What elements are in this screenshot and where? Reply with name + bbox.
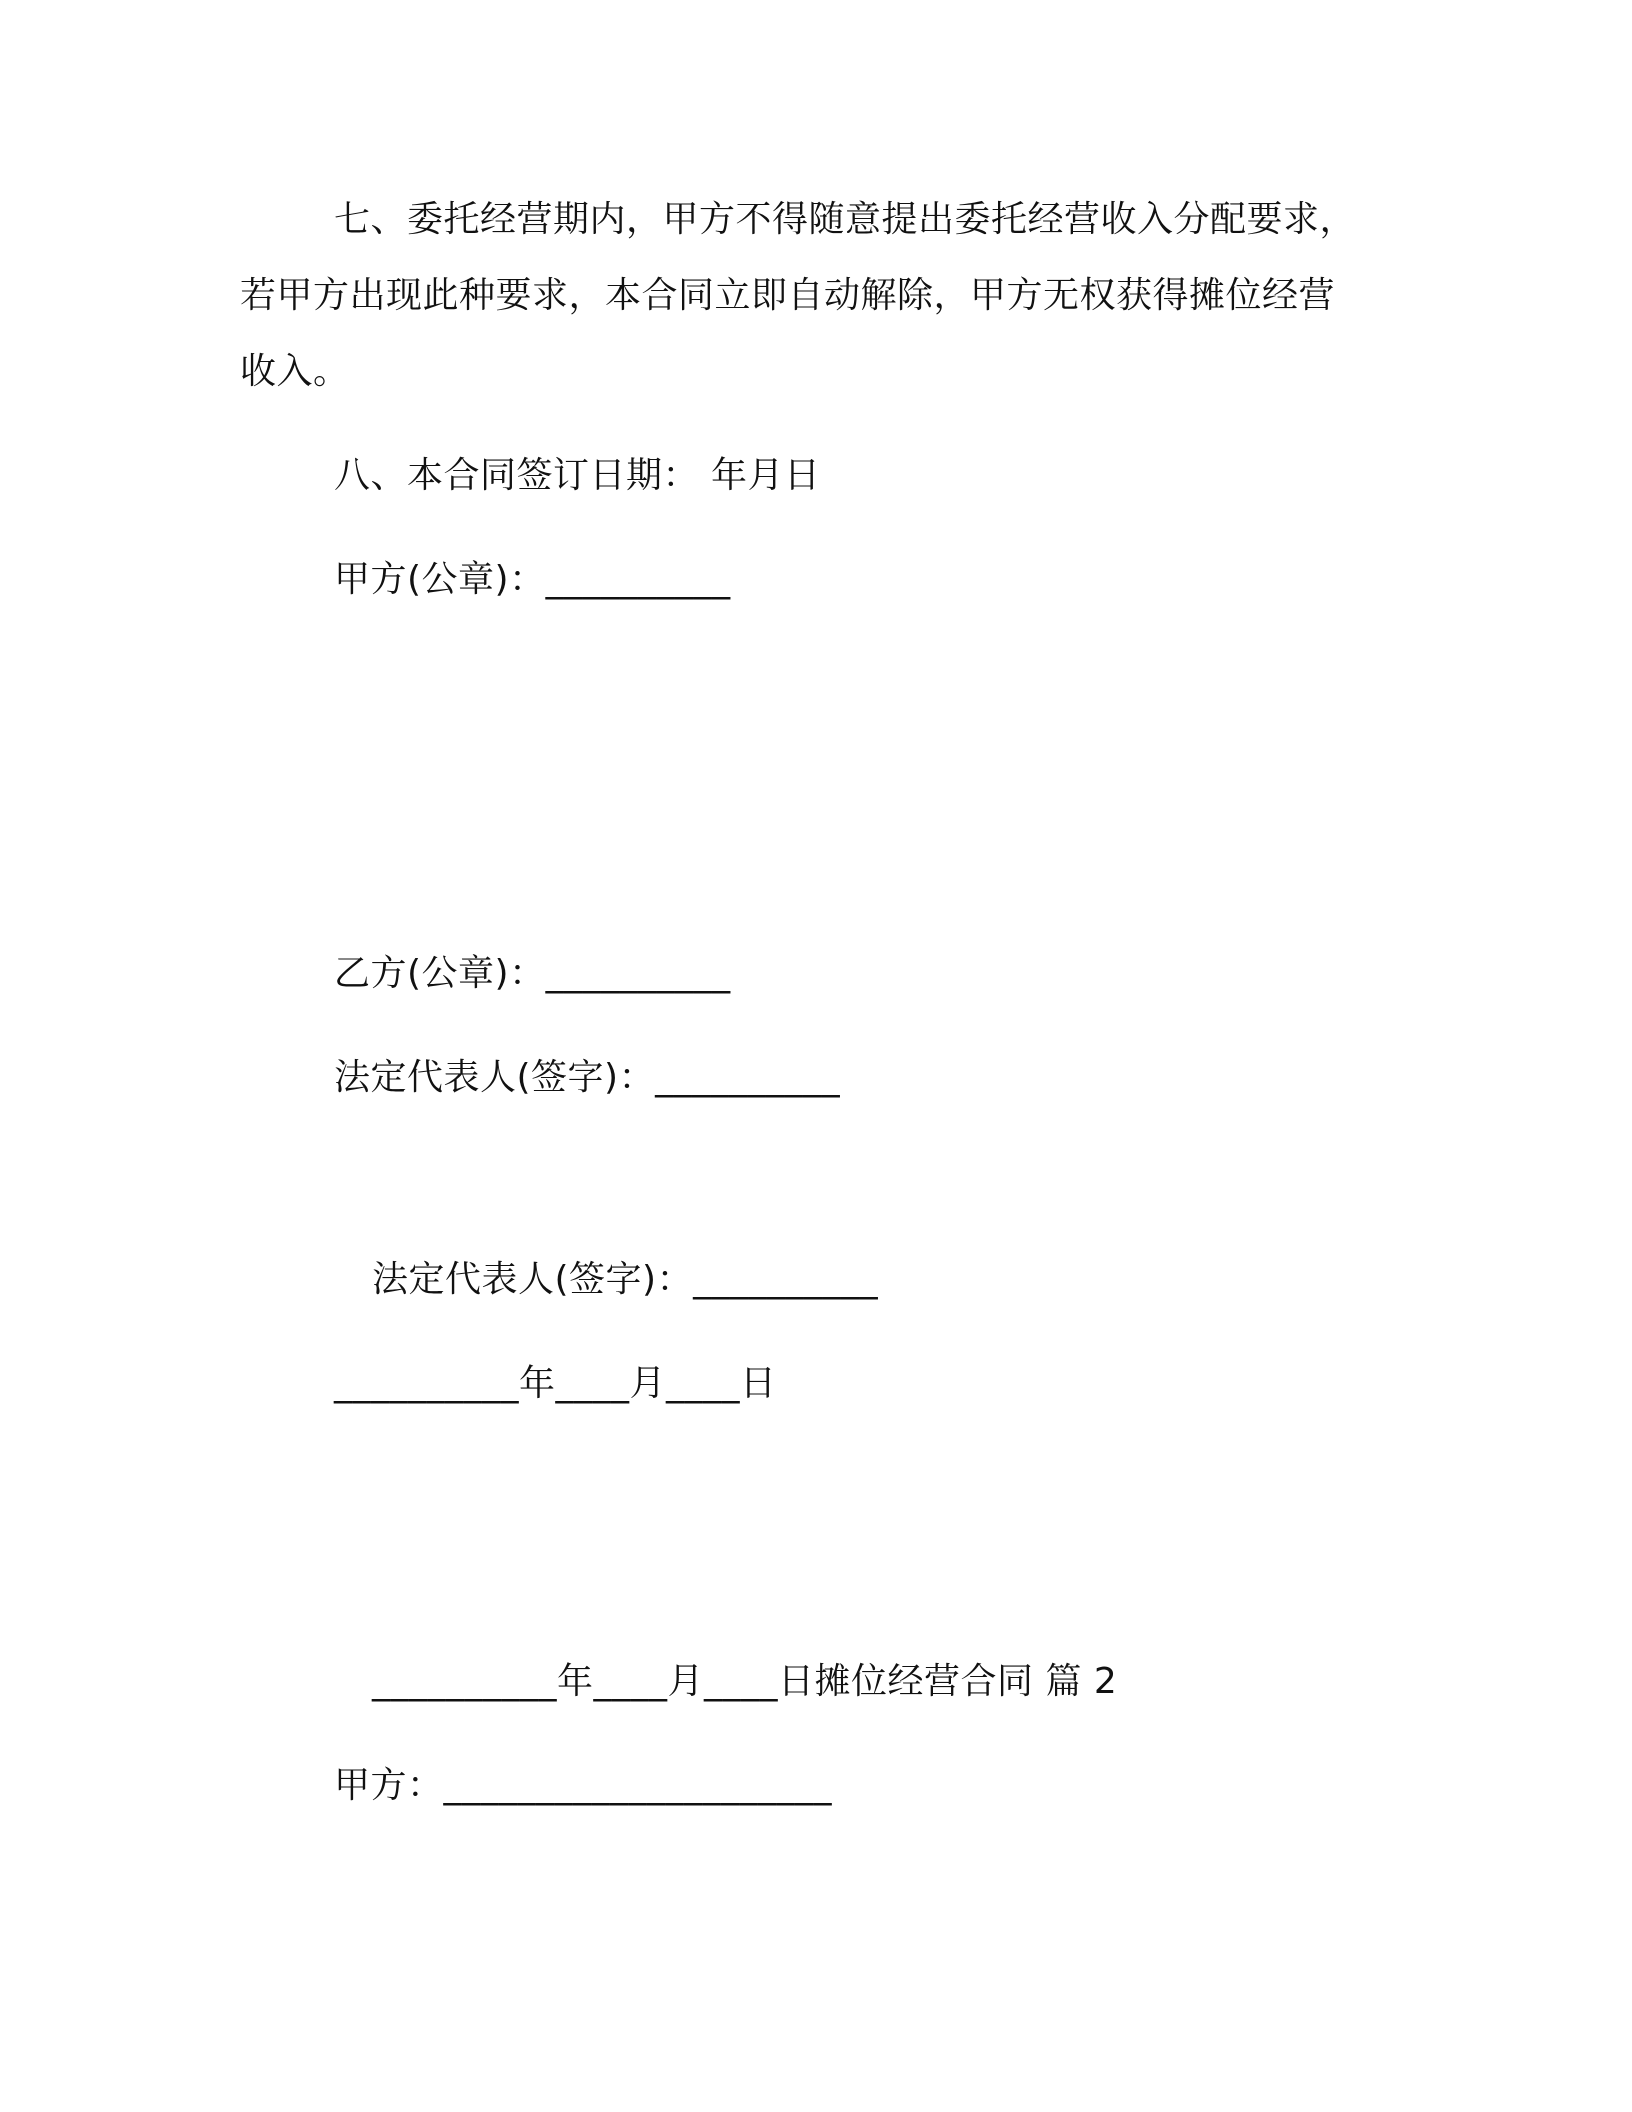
clause-7-line-2: 若甲方出现此种要求，本合同立即自动解除，甲方无权获得摊位经营	[240, 275, 1336, 316]
clause-7-line-1: 七、委托经营期内，甲方不得随意提出委托经营收入分配要求，	[334, 199, 1357, 240]
clause-7-line-3: 收入。	[240, 351, 350, 392]
legal-representative-line-2: 法定代表人(签字)：__________	[372, 1259, 879, 1300]
party-a-seal-line: 甲方(公章)：__________	[334, 559, 731, 600]
clause-8-signing-date: 八、本合同签订日期： 年月日	[334, 455, 821, 496]
date-line: __________年____月____日	[334, 1363, 777, 1404]
party-b-seal-line: 乙方(公章)：__________	[334, 953, 731, 994]
legal-representative-line: 法定代表人(签字)：__________	[334, 1057, 841, 1098]
contract-2-title: __________年____月____日摊位经营合同 篇 2	[372, 1661, 1118, 1702]
contract-2-party-a: 甲方：_____________________	[334, 1765, 833, 1806]
